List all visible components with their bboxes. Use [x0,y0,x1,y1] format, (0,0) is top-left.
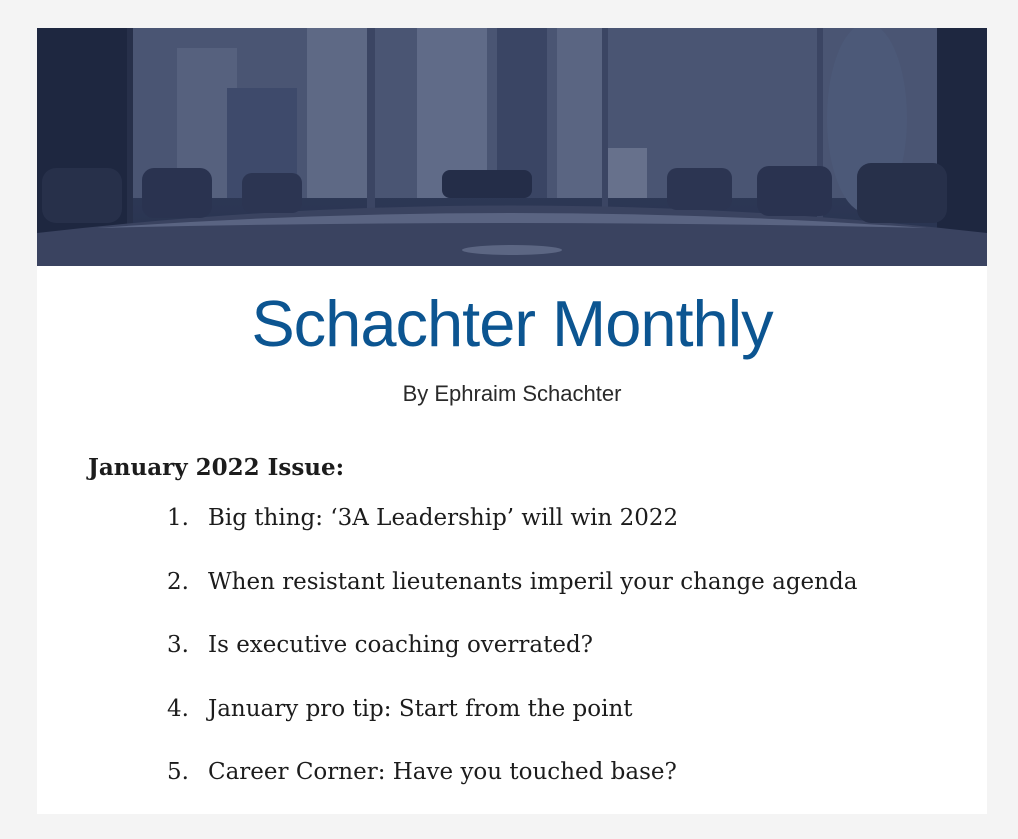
list-item-number: 5. [167,759,189,785]
list-item[interactable] [167,754,967,818]
list-item-number: 1. [167,505,189,531]
list-item-text: Is executive coaching overrated? [208,632,594,658]
list-item-text: Big thing: ‘3A Leadership’ will win 2022 [208,505,679,531]
issue-heading: January 2022 Issue: [88,454,345,481]
hero-banner-image [37,28,987,266]
list-item-text: When resistant lieutenants imperil your change agenda [208,568,858,595]
newsletter-title: Schachter Monthly [251,287,773,360]
contents-list [167,500,967,818]
list-item-text: January pro tip: Start from the point [208,695,633,722]
list-item[interactable] [167,691,967,755]
list-item[interactable] [167,500,967,564]
list-item[interactable] [167,627,967,691]
list-item-number: 2. [167,568,189,595]
newsletter-byline: By Ephraim Schachter [402,381,622,406]
list-item-number: 4. [167,695,189,722]
newsletter-card [37,28,987,814]
list-item[interactable] [167,564,967,628]
list-item-number: 3. [167,632,189,658]
list-item-text: Career Corner: Have you touched base? [208,759,677,785]
